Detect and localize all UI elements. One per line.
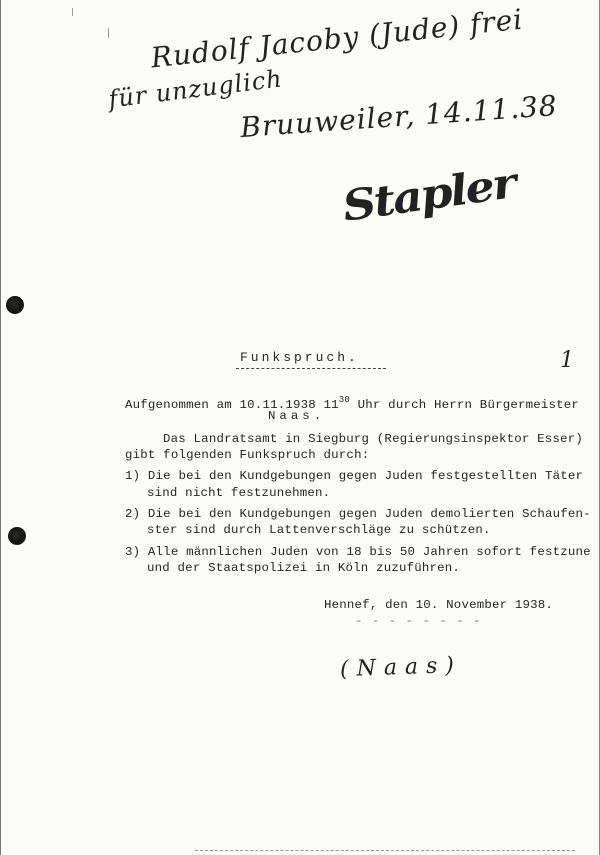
handwritten-signature: Stapler [339,158,518,231]
scan-artifact [72,8,73,16]
punch-hole [6,296,24,314]
item-1-line-2: sind nicht festzunehmen. [147,486,331,500]
strikeout-marks: - - - - - - - - [355,614,482,628]
body-line-2: gibt folgenden Funkspruch durch: [125,448,370,462]
received-prefix: Aufgenommen am 10.11.1938 11 [125,398,339,412]
received-suffix: Uhr durch Herrn Bürgermeister [350,398,580,412]
title-underline [236,368,386,369]
received-name: Naas. [268,409,326,423]
item-2-line-2: ster sind durch Lattenverschläge zu schützen. [147,523,491,537]
item-1-line-1: 1) Die bei den Kundgebungen gegen Juden festgestellten Täter [125,469,584,483]
handwritten-note-line-2: für unzuglich [106,64,285,114]
item-2-line-1: 2) Die bei den Kundgebungen gegen Juden demolierten Schaufen- [125,507,591,521]
scan-bottom-edge [195,850,575,851]
received-line [125,392,579,413]
handwritten-note-line-3: Bruuweiler, 14.11.38 [239,88,559,145]
margin-mark: 1 [560,348,574,373]
typed-signature-name: (Naas) [339,652,463,683]
scan-artifact [108,28,109,38]
body-line-1: Das Landratsamt in Siegburg (Regierungsinspektor Esser) [163,432,583,446]
item-3-line-2: und der Staatspolizei in Köln zuzuführen. [147,561,461,575]
handwritten-note-line-1: Rudolf Jacoby (Jude) frei [149,2,525,75]
scan-left-edge [0,0,1,855]
received-time-superscript: 30 [338,395,350,405]
punch-hole [8,527,26,545]
item-3-line-1: 3) Alle männlichen Juden von 18 bis 50 Jahren sofort festzune [125,545,591,559]
place-date-line: Hennef, den 10. November 1938. [324,598,554,612]
document-title: Funkspruch. [240,350,359,365]
